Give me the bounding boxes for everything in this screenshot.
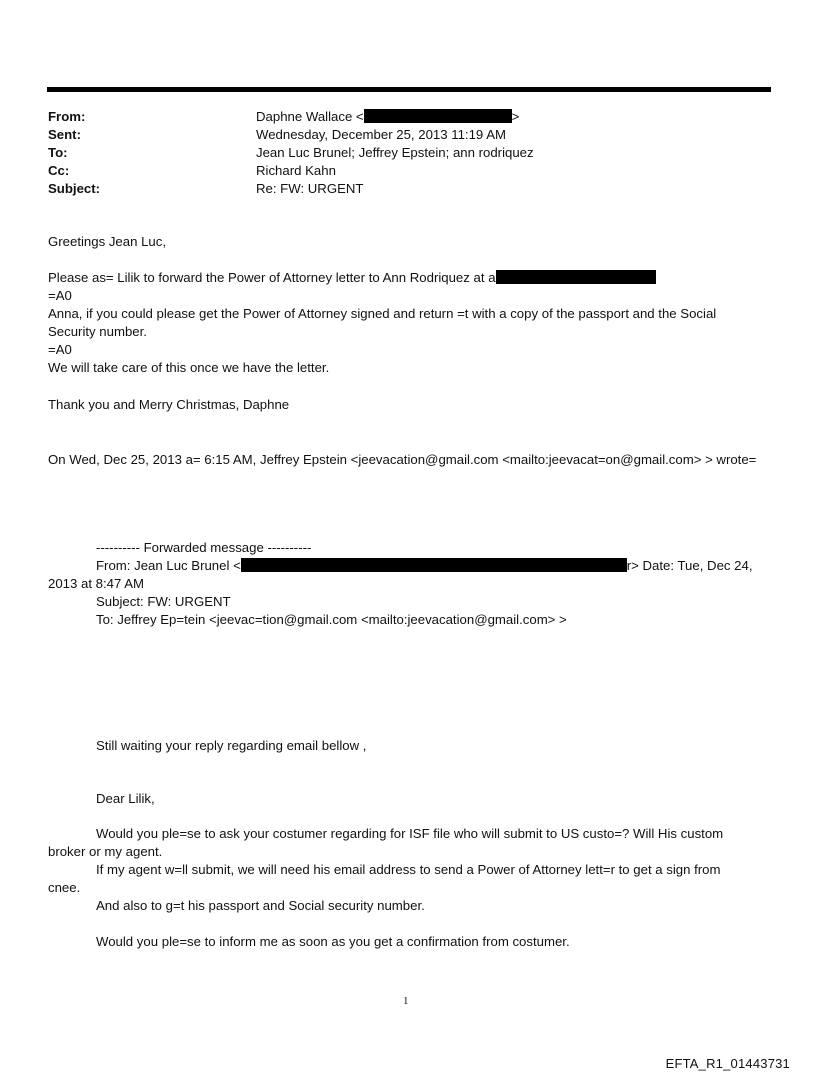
from-label: From: [48, 109, 86, 124]
body-line: Security number. [48, 324, 147, 339]
sender-name: Daphne Wallace < [256, 109, 364, 124]
sent-label: Sent: [48, 127, 81, 142]
redaction-box [364, 109, 512, 123]
inner-line: cnee. [48, 880, 81, 895]
inner-line: Would you ple=se to ask your costumer regarding for ISF file who will submit to US custo=? Will His custom [96, 826, 724, 841]
body-line: =A0 [48, 288, 72, 303]
to-label: To: [48, 145, 68, 160]
from-value [256, 108, 519, 126]
inner-line: Still waiting your reply regarding email bellow , [96, 738, 367, 753]
subject-value: Re: FW: URGENT [256, 181, 364, 196]
inner-line: Would you ple=se to inform me as soon as you get a confirmation from costumer. [96, 934, 570, 949]
to-value: Jean Luc Brunel; Jeffrey Epstein; ann rodriquez [256, 145, 534, 160]
inner-line: And also to g=t his passport and Social security number. [96, 898, 425, 913]
header-rule [47, 87, 771, 92]
body-line: Anna, if you could please get the Power of Attorney signed and return =t with a copy of the passport and the Social [48, 306, 717, 321]
redaction-box [241, 558, 627, 572]
forward-from [96, 557, 753, 575]
inner-line: broker or my agent. [48, 844, 163, 859]
greeting: Greetings Jean Luc, [48, 234, 167, 249]
subject-label: Subject: [48, 181, 101, 196]
redaction-box [496, 270, 656, 284]
forward-subject: Subject: FW: URGENT [96, 594, 231, 609]
forward-date-cont: 2013 at 8:47 AM [48, 576, 145, 591]
body-text: Please as= Lilik to forward the Power of Attorney letter to Ann Rodriquez at a [48, 270, 496, 285]
page-number: 1 [403, 995, 409, 1007]
sent-value: Wednesday, December 25, 2013 11:19 AM [256, 127, 506, 142]
body-line: =A0 [48, 342, 72, 357]
forward-to: To: Jeffrey Ep=tein <jeevac=tion@gmail.com <mailto:jeevacation@gmail.com> > [96, 612, 567, 627]
quote-line: On Wed, Dec 25, 2013 a= 6:15 AM, Jeffrey Epstein <jeevacation@gmail.com <mailto:jeevacat=on@gmail.com> > wrote= [48, 452, 757, 467]
inner-greeting: Dear Lilik, [96, 791, 155, 806]
inner-line: If my agent w=ll submit, we will need his email address to send a Power of Attorney lett=r to get a sign from [96, 862, 721, 877]
body-line: We will take care of this once we have the letter. [48, 360, 330, 375]
from-close: > [511, 109, 520, 124]
forward-date-text: r> Date: Tue, Dec 24, [626, 558, 753, 573]
body-line [48, 269, 656, 287]
cc-value: Richard Kahn [256, 163, 336, 178]
signoff: Thank you and Merry Christmas, Daphne [48, 397, 290, 412]
forward-from-text: From: Jean Luc Brunel < [96, 558, 241, 573]
document-id: EFTA_R1_01443731 [665, 1056, 790, 1071]
forward-divider: ---------- Forwarded message ---------- [96, 540, 312, 555]
cc-label: Cc: [48, 163, 70, 178]
